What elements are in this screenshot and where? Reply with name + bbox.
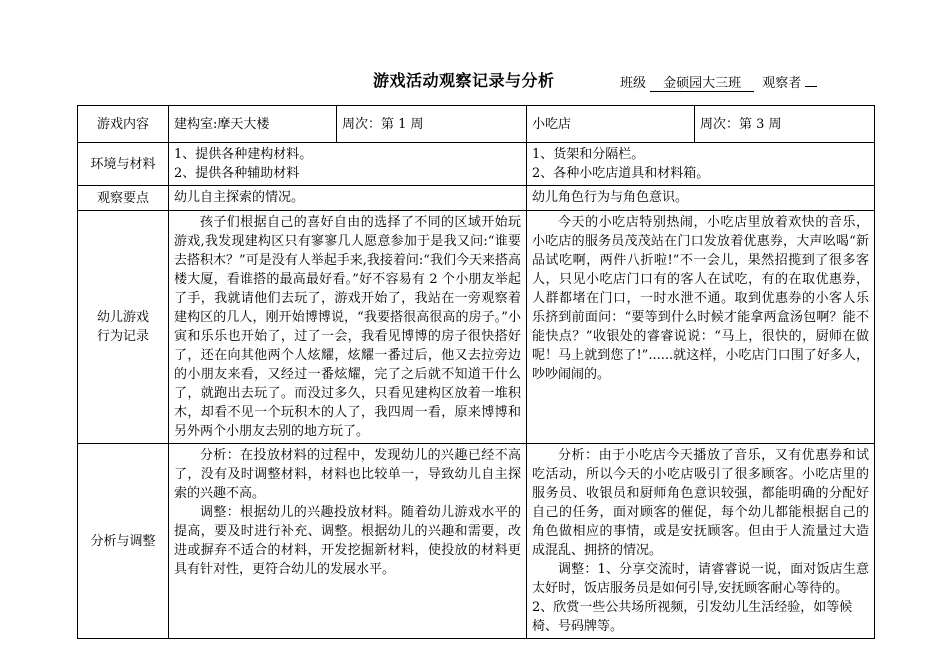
left-analysis	[169, 444, 527, 639]
left-analysis-text: 分析：在投放材料的过程中，发现幼儿的兴趣已经不高了，没有及时调整材料，材料也比较单一，导致幼儿自主探索的兴趣不高。	[174, 448, 521, 501]
right-material-1: 1、货架和分隔栏。	[532, 147, 645, 162]
label-points: 观察要点	[78, 186, 169, 211]
page-title: 游戏活动观察记录与分析	[373, 71, 555, 90]
header-meta	[620, 72, 817, 92]
label-materials: 环境与材料	[78, 143, 169, 186]
class-value: 金硕园大三班	[650, 72, 754, 92]
right-material-2: 2、各种小吃店道具和材料箱。	[532, 166, 710, 181]
right-content: 小吃店	[527, 106, 695, 143]
class-label: 班级	[620, 76, 647, 91]
left-record-text: 孩子们根据自己的喜好自由的选择了不同的区域开始玩游戏,我发现建构区只有寥寥几人愿意参加于是我又问:“谁要去搭积木？”可是没有人举起手来,我接着问:“我们今天来搭高楼大厦，看谁搭的最高最好看。”好不容易有 2 个小朋友举起了手，我就请他们去玩了，游戏开始了，我站在一旁观察着建构区的几人，刚开始博博说，“我要搭很高很高的房子。”小寅和乐乐也开始了，过了一会，我看见博博的房子很快搭好了，还在向其他两个人炫耀，炫耀一番过后，他又去拉旁边的小朋友来看，又经过一番炫耀，完了之后就不知道干什么了，就跑出去玩了。而没过多久，只看见建构区放着一堆积木，却看不见一个玩积木的人了，我四周一看，原来博博和另外两个小朋友去别的地方玩了。	[174, 215, 521, 439]
label-record	[78, 211, 169, 444]
right-record	[527, 211, 875, 444]
table-row	[78, 106, 875, 143]
label-content: 游戏内容	[78, 106, 169, 143]
table-row	[78, 186, 875, 211]
observation-table	[77, 105, 875, 639]
table-row	[78, 211, 875, 444]
right-points: 幼儿角色行为与角色意识。	[527, 186, 875, 211]
label-record-line2: 行为记录	[96, 329, 149, 344]
right-week: 周次：第 3 周	[695, 106, 875, 143]
left-record	[169, 211, 527, 444]
right-adjust-text-2: 2、欣赏一些公共场所视频，引发幼儿生活经验，如等候椅、号码牌等。	[532, 600, 853, 634]
left-points: 幼儿自主探索的情况。	[169, 186, 527, 211]
observer-value	[805, 86, 817, 87]
label-analysis: 分析与调整	[78, 444, 169, 639]
left-material-2: 2、提供各种辅助材料	[174, 166, 300, 181]
right-record-text: 今天的小吃店特别热闹，小吃店里放着欢快的音乐，小吃店的服务员茂茂站在门口发放着优惠券，大声吆喝“新品试吃啊，两件八折啦!”不一会儿，果然招揽到了很多客人，只见小吃店门口有的客人在试吃，有的在取优惠券，人群都堵在门口，一时水泄不通。取到优惠券的小客人乐乐挤到前面问：“要等到什么时候才能拿两盒汤包啊？能不能快点？”收银处的睿睿说说：“马上，很快的，厨师在做呢！马上就到您了!”......就这样，小吃店门口围了好多人，吵吵闹闹的。	[532, 215, 869, 382]
left-week: 周次：第 1 周	[337, 106, 527, 143]
right-analysis-text: 分析：由于小吃店今天播放了音乐，又有优惠券和试吃活动，所以今天的小吃店吸引了很多顾客。小吃店里的服务员、收银员和厨师角色意识较强，都能明确的分配好自己的任务，面对顾客的催促，每个幼儿都能根据自己的角色做相应的事情，或是安抚顾客。但由于人流量过大造成混乱、拥挤的情况。	[532, 448, 869, 558]
table-row	[78, 143, 875, 186]
right-materials	[527, 143, 875, 186]
label-record-line1: 幼儿游戏	[96, 310, 149, 325]
right-adjust-text-1: 调整：1、分享交流时，请睿睿说一说，面对饭店生意太好时，饭店服务员是如何引导,安抚顾客耐心等待的。	[532, 562, 869, 596]
observer-label: 观察者	[762, 76, 802, 91]
right-analysis	[527, 444, 875, 639]
left-adjust-text: 调整：根据幼儿的兴趣投放材料。随着幼儿游戏水平的提高，要及时进行补充、调整。根据幼儿的兴趣和需要，改进或摒弃不适合的材料，开发挖掘新材料，使投放的材料更具有针对性，更符合幼儿的发展水平。	[174, 505, 521, 577]
left-content: 建构室:摩天大楼	[169, 106, 337, 143]
left-material-1: 1、提供各种建构材料。	[174, 147, 313, 162]
left-materials	[169, 143, 527, 186]
table-row	[78, 444, 875, 639]
